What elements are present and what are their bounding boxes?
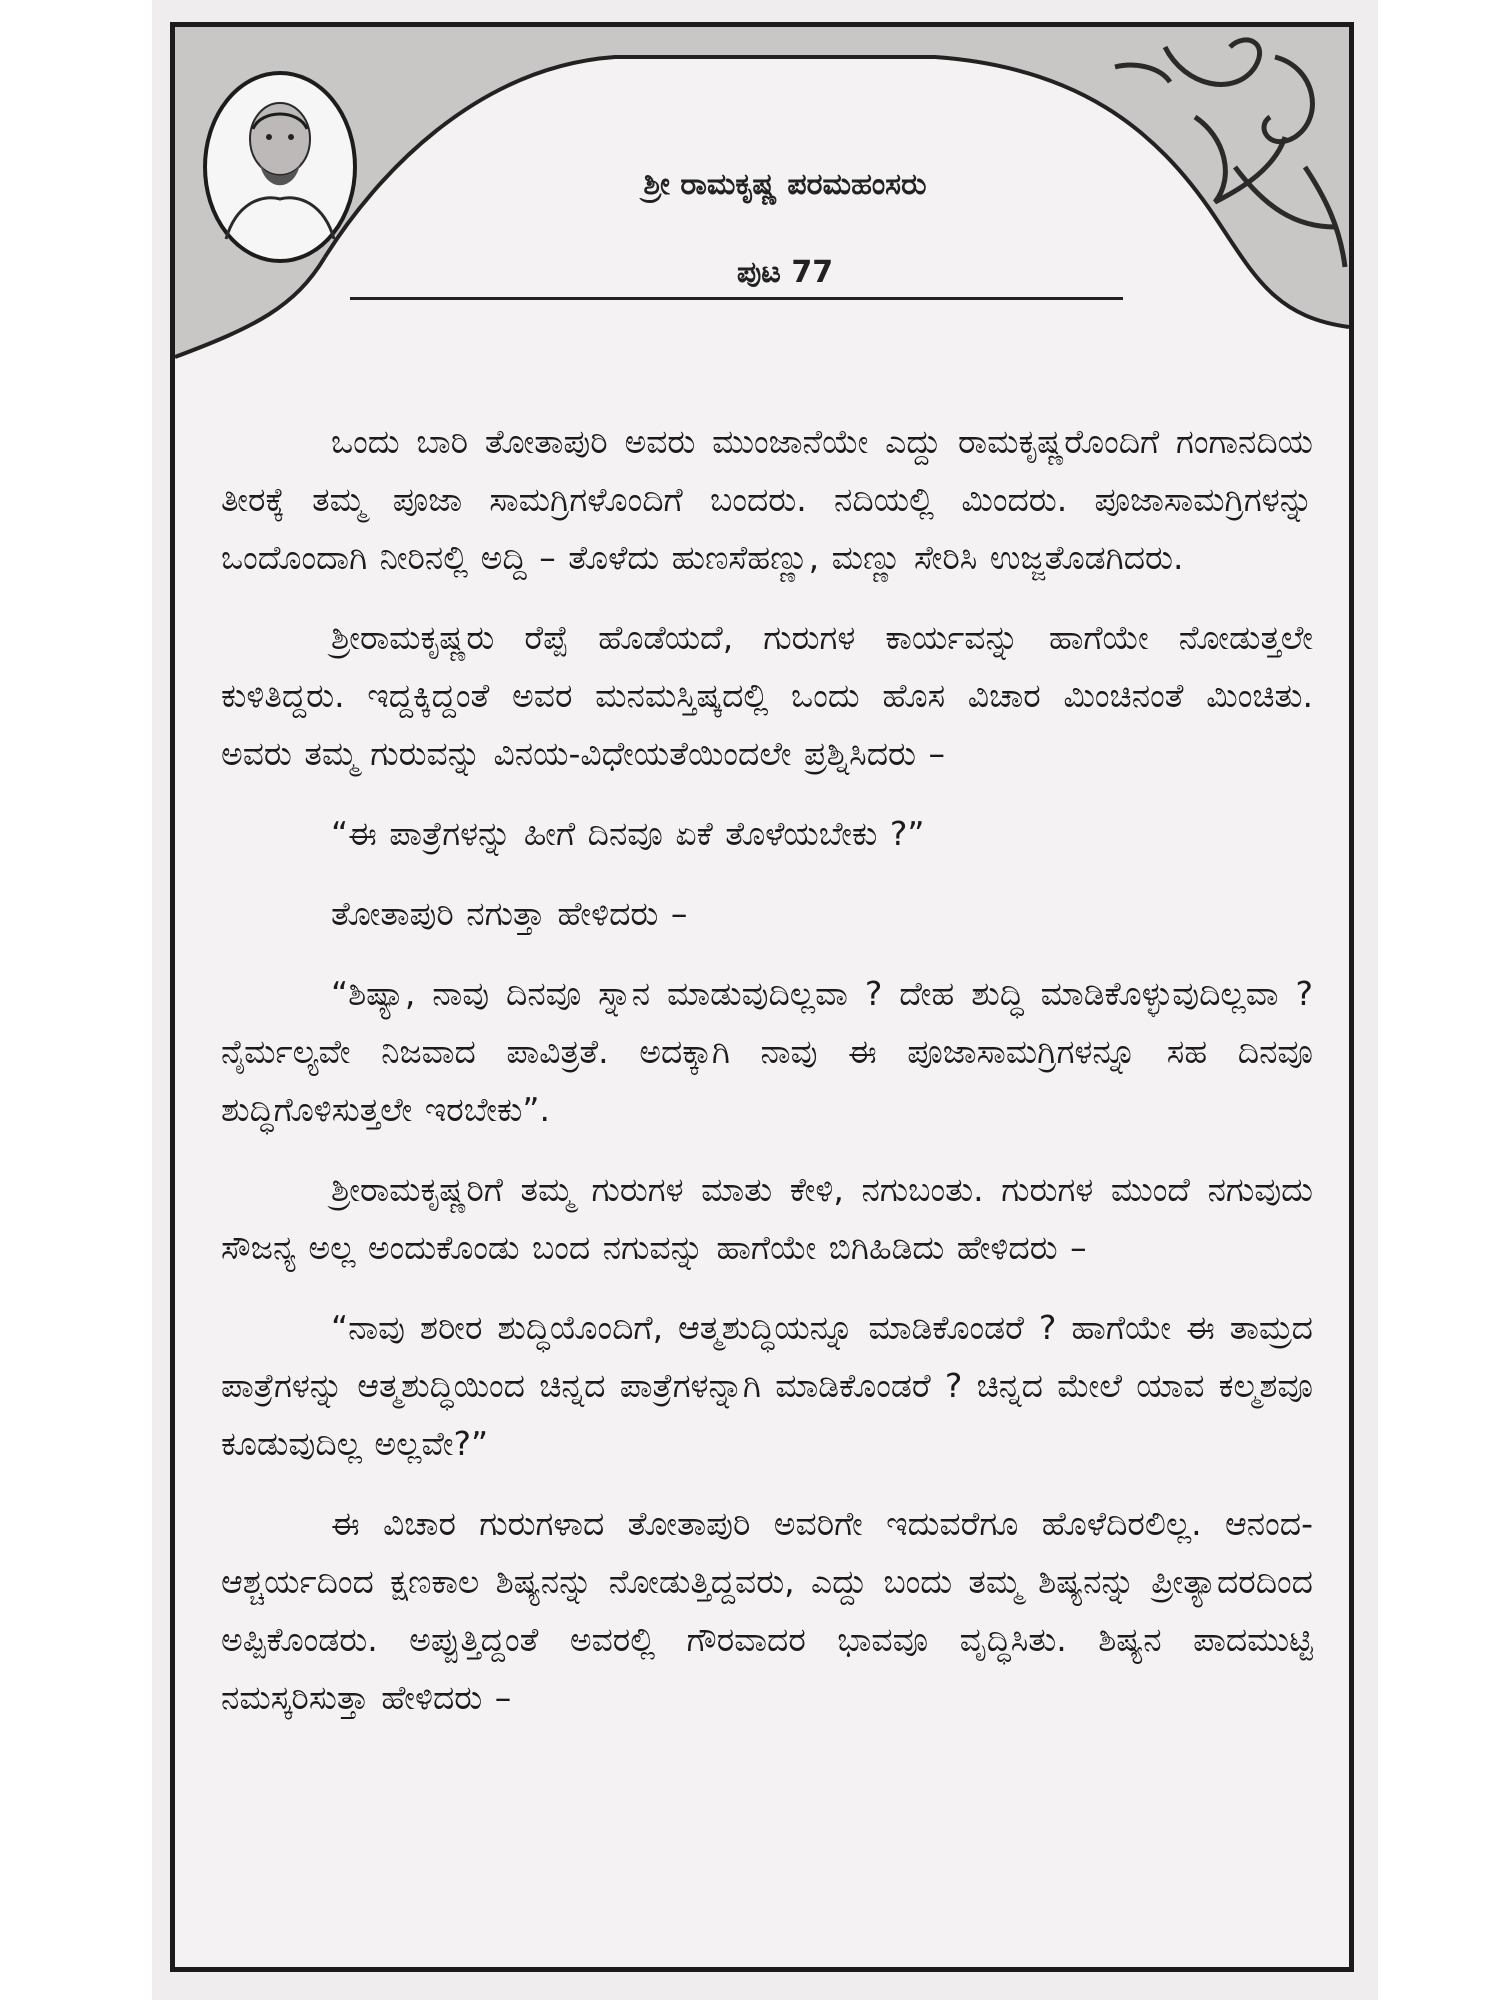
book-title: ಶ್ರೀ ರಾಮಕೃಷ್ಣ ಪರಮಹಂಸರು bbox=[643, 167, 927, 202]
header-divider bbox=[350, 297, 1123, 300]
paragraph: “ನಾವು ಶರೀರ ಶುದ್ಧಿಯೊಂದಿಗೆ, ಆತ್ಮಶುದ್ಧಿಯನ್ನೂ ಮಾಡಿಕೊಂಡರೆ ? ಹಾಗೆಯೇ ಈ ತಾಮ್ರದ ಪಾತ್ರೆಗಳನ್ನು ಆತ್ಮಶುದ್ಧಿಯಿಂದ ಚಿನ್ನದ ಪಾತ್ರೆಗಳನ್ನಾಗಿ ಮಾಡಿಕೊಂಡರೆ ? ಚಿನ್ನದ ಮೇಲೆ ಯಾವ ಕಲ್ಮಶವೂ ಕೂಡುವುದಿಲ್ಲ ಅಲ್ಲವೇ?” bbox=[221, 1308, 1313, 1463]
paragraph: ಶ್ರೀರಾಮಕೃಷ್ಣರು ರೆಪ್ಪೆ ಹೊಡೆಯದೆ, ಗುರುಗಳ ಕಾರ್ಯವನ್ನು ಹಾಗೆಯೇ ನೋಡುತ್ತಲೇ ಕುಳಿತಿದ್ದರು. ಇದ್ದಕ್ಕಿದ್ದಂತೆ ಅವರ ಮನಮಸ್ತಿಷ್ಕದಲ್ಲಿ ಒಂದು ಹೊಸ ವಿಚಾರ ಮಿಂಚಿನಂತೆ ಮಿಂಚಿತು. ಅವರು ತಮ್ಮ ಗುರುವನ್ನು ವಿನಯ-ವಿಧೇಯತೆಯಿಂದಲೇ ಪ್ರಶ್ನಿಸಿದರು – bbox=[221, 618, 1313, 773]
paragraph: “ಶಿಷ್ಯಾ, ನಾವು ದಿನವೂ ಸ್ನಾನ ಮಾಡುವುದಿಲ್ಲವಾ ? ದೇಹ ಶುದ್ಧಿ ಮಾಡಿಕೊಳ್ಳುವುದಿಲ್ಲವಾ ? ನೈರ್ಮಲ್ಯವೇ ನಿಜವಾದ ಪಾವಿತ್ರತೆ. ಅದಕ್ಕಾಗಿ ನಾವು ಈ ಪೂಜಾಸಾಮಗ್ರಿಗಳನ್ನೂ ಸಹ ದಿನವೂ ಶುದ್ಧಿಗೊಳಿಸುತ್ತಲೇ ಇರಬೇಕು”. bbox=[221, 974, 1313, 1129]
portrait-sketch-icon bbox=[201, 69, 359, 265]
body-text bbox=[221, 413, 1313, 1749]
page-number: ಪುಟ 77 bbox=[736, 255, 834, 290]
paragraph: ಒಂದು ಬಾರಿ ತೋತಾಪುರಿ ಅವರು ಮುಂಜಾನೆಯೇ ಎದ್ದು ರಾಮಕೃಷ್ಣರೊಂದಿಗೆ ಗಂಗಾನದಿಯ ತೀರಕ್ಕೆ ತಮ್ಮ ಪೂಜಾ ಸಾಮಗ್ರಿಗಳೊಂದಿಗೆ ಬಂದರು. ನದಿಯಲ್ಲಿ ಮಿಂದರು. ಪೂಜಾಸಾಮಗ್ರಿಗಳನ್ನು ಒಂದೊಂದಾಗಿ ನೀರಿನಲ್ಲಿ ಅದ್ದಿ – ತೊಳೆದು ಹುಣಸೆಹಣ್ಣು, ಮಣ್ಣು ಸೇರಿಸಿ ಉಜ್ಜತೊಡಗಿದರು. bbox=[221, 422, 1313, 577]
paragraph: ತೋತಾಪುರಿ ನಗುತ್ತಾ ಹೇಳಿದರು – bbox=[331, 894, 688, 933]
paragraph: ಈ ವಿಚಾರ ಗುರುಗಳಾದ ತೋತಾಪುರಿ ಅವರಿಗೇ ಇದುವರೆಗೂ ಹೊಳೆದಿರಲಿಲ್ಲ. ಆನಂದ-ಆಶ್ಚರ್ಯದಿಂದ ಕ್ಷಣಕಾಲ ಶಿಷ್ಯನನ್ನು ನೋಡುತ್ತಿದ್ದವರು, ಎದ್ದು ಬಂದು ತಮ್ಮ ಶಿಷ್ಯನನ್ನು ಪ್ರೀತ್ಯಾದರದಿಂದ ಅಪ್ಪಿಕೊಂಡರು. ಅಪ್ಪುತ್ತಿದ್ದಂತೆ ಅವರಲ್ಲಿ ಗೌರವಾದರ ಭಾವವೂ ವೃದ್ಧಿಸಿತು. ಶಿಷ್ಯನ ಪಾದಮುಟ್ಟಿ ನಮಸ್ಕರಿಸುತ್ತಾ ಹೇಳಿದರು – bbox=[221, 1504, 1313, 1717]
page-frame bbox=[170, 22, 1354, 1972]
paragraph: ಶ್ರೀರಾಮಕೃಷ್ಣರಿಗೆ ತಮ್ಮ ಗುರುಗಳ ಮಾತು ಕೇಳಿ, ನಗುಬಂತು. ಗುರುಗಳ ಮುಂದೆ ನಗುವುದು ಸೌಜನ್ಯ ಅಲ್ಲ ಅಂದುಕೊಂಡು ಬಂದ ನಗುವನ್ನು ಹಾಗೆಯೇ ಬಿಗಿಹಿಡಿದು ಹೇಳಿದರು – bbox=[221, 1170, 1313, 1267]
paragraph: “ಈ ಪಾತ್ರೆಗಳನ್ನು ಹೀಗೆ ದಿನವೂ ಏಕೆ ತೊಳೆಯಬೇಕು ?” bbox=[331, 814, 925, 853]
